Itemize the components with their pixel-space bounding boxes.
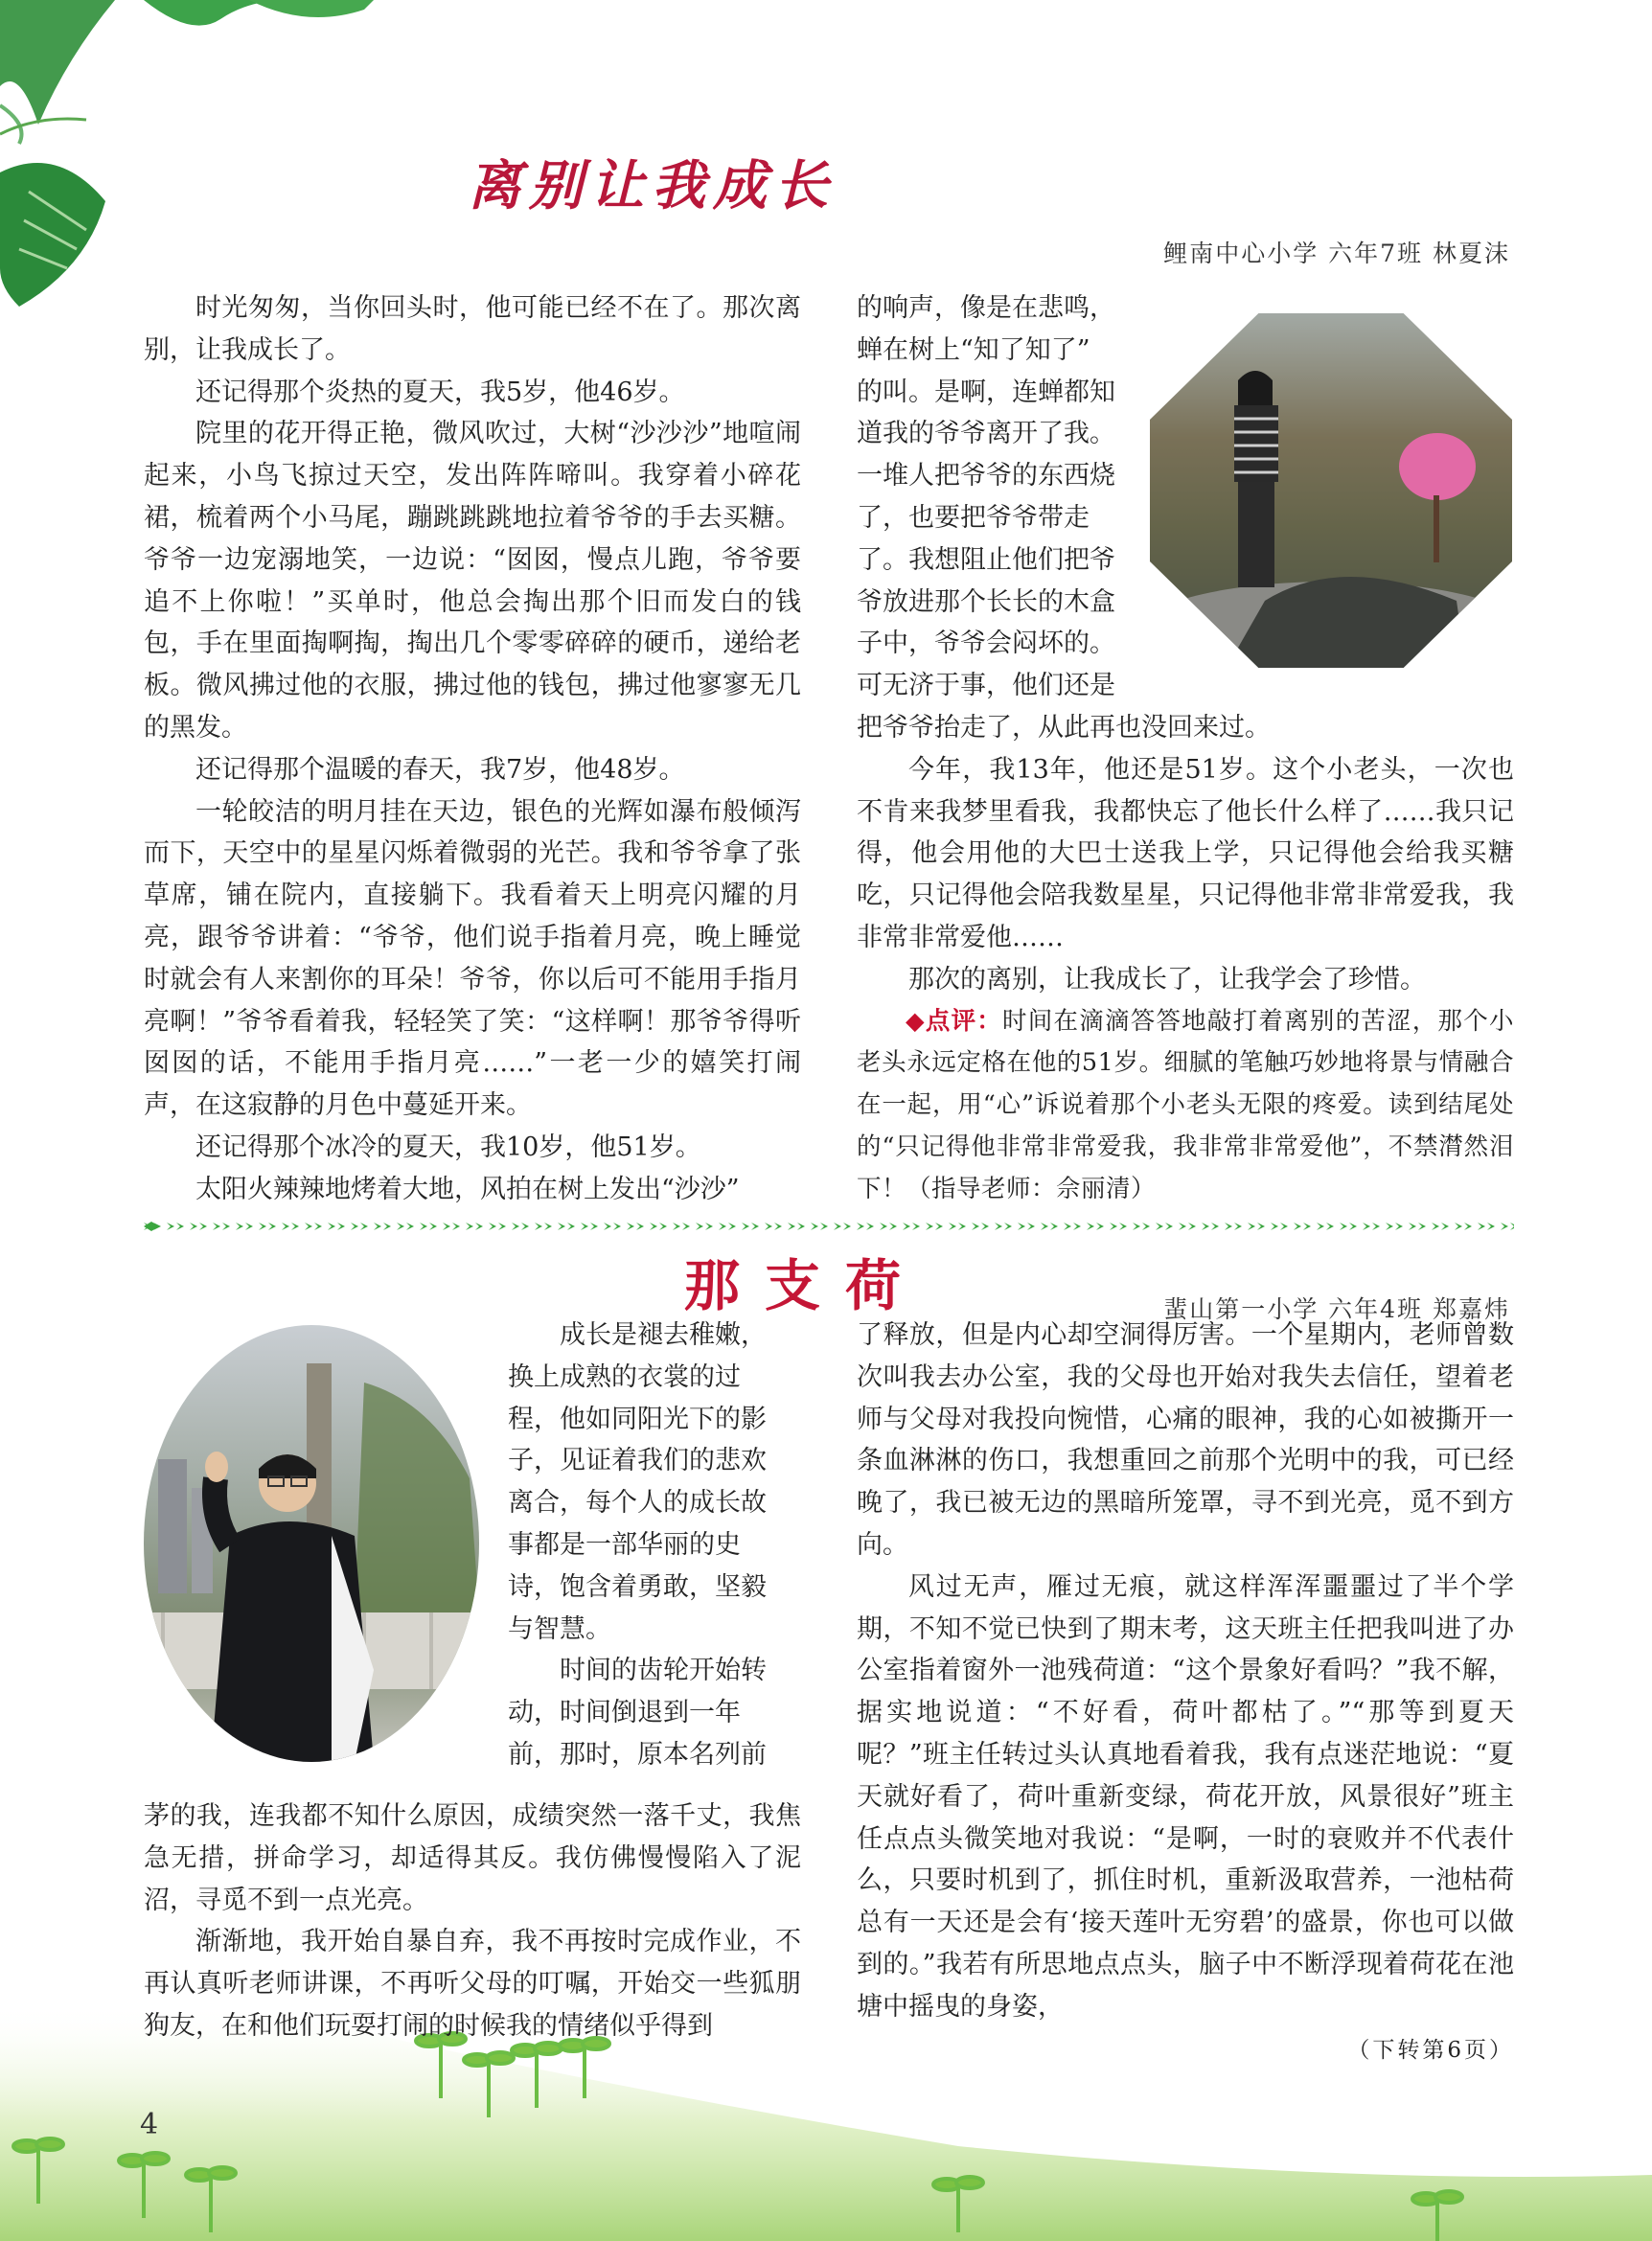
paragraph: 了释放，但是内心却空洞得厉害。一个星期内，老师曾数次叫我去办公室，我的父母也开始对我失去信任，望着老师与父母对我投向惋惜，心痛的眼神，我的心如被撕开一条血淋淋的伤口，我想重回之前那个光明中的我，可已经晚了，我已被无边的黑暗所笼罩，寻不到光亮，觅不到方向。 <box>857 1320 1514 1560</box>
divider-mark <box>374 1223 391 1230</box>
narrow-line: 离合，每个人的成长故 <box>508 1488 767 1519</box>
narrow-line: 动，时间倒退到一年 <box>508 1698 741 1728</box>
narrow-line: 换上成熟的衣裳的过 <box>508 1361 741 1392</box>
narrow-line: 道我的爷爷离开了我。 <box>857 419 1115 449</box>
divider-mark <box>305 1223 322 1230</box>
narrow-line: 蝉在树上“知了知了” <box>857 334 1090 365</box>
paragraph: 还记得那个炎热的夏天，我5岁，他46岁。 <box>195 377 685 407</box>
paragraph: 风过无声，雁过无痕，就这样浑浑噩噩过了半个学期，不知不觉已快到了期末考，这天班主任把我叫进了办公室指着窗外一池残荷道：“这个景象好看吗？”我不解，据实地说道：“不好看，荷叶都枯了。”“那等到夏天呢？”班主任转过头认真地看着我，我有点迷茫地说：“夏天就好看了，荷叶重新变绿，荷花开放，风景很好”班主任点点头微笑地对我说：“是啊，一时的衰败并不代表什么，只要时机到了，抓住时机，重新汲取营养，一池枯荷总有一天还是会有‘接天莲叶无穷碧’的盛景，你也可以做到的。”我若有所思地点点头，脑子中不断浮现着荷花在池塘中摇曳的身姿， <box>857 1571 1514 2022</box>
divider-mark <box>995 1223 1012 1230</box>
divider-mark <box>627 1223 644 1230</box>
divider-mark <box>1501 1223 1514 1230</box>
divider-mark <box>1271 1223 1288 1230</box>
divider-mark <box>236 1223 253 1230</box>
divider-mark <box>926 1223 943 1230</box>
divider-mark <box>1248 1223 1265 1230</box>
divider-mark <box>1133 1223 1150 1230</box>
divider-mark <box>581 1223 598 1230</box>
narrow-line: 可无济于事，他们还是 <box>857 671 1115 701</box>
article1-right-column <box>857 287 1514 1211</box>
divider-mark <box>949 1223 966 1230</box>
divider-mark <box>1478 1223 1495 1230</box>
divider-mark <box>328 1223 345 1230</box>
divider-mark <box>259 1223 276 1230</box>
comment-text: 时间在滴滴答答地敲打着离别的苦涩，那个小老头永远定格在他的51岁。细腻的笔触巧妙地将景与情融合在一起，用“心”诉说着那个小老头无限的疼爱。读到结尾处的“只记得他非常非常爱我，我非常非常爱他”，不禁潸然泪下！（指导老师：佘丽清） <box>857 1006 1514 1203</box>
boy-photo <box>144 1325 479 1762</box>
narrow-line: 成长是褪去稚嫩， <box>560 1320 767 1350</box>
divider-mark <box>466 1223 483 1230</box>
divider-mark <box>1317 1223 1334 1230</box>
teacher-comment <box>857 1001 1514 1211</box>
article2-right-column <box>857 1315 1514 2071</box>
divider-mark <box>1064 1223 1081 1230</box>
paragraph: 渐渐地，我开始自暴自弃，我不再按时完成作业，不再认真听老师讲课，不再听父母的叮嘱，开始交一些狐朋狗友，在和他们玩耍打闹的时候我的情绪似乎得到 <box>144 1927 801 2041</box>
narrow-line: 的叫。是啊，连蝉都知 <box>857 377 1115 407</box>
divider-mark <box>1110 1223 1127 1230</box>
divider-mark <box>167 1223 184 1230</box>
divider-mark <box>1156 1223 1173 1230</box>
narrow-line: 一堆人把爷爷的东西烧 <box>857 461 1115 492</box>
narrow-line: 时间的齿轮开始转 <box>560 1656 767 1686</box>
narrow-line: 子中，爷爷会闷坏的。 <box>857 629 1115 659</box>
narrow-line: 事都是一部华丽的史 <box>508 1529 741 1560</box>
narrow-line: 诗，饱含着勇敢，坚毅 <box>508 1571 767 1602</box>
continued-note: （下转第6页） <box>1347 2037 1514 2063</box>
paragraph: 太阳火辣辣地烤着大地，风拍在树上发出“沙沙” <box>195 1174 740 1204</box>
divider-mark <box>351 1223 368 1230</box>
tropical-leaves-decoration <box>0 0 422 326</box>
boy-photo-illustration <box>144 1325 479 1762</box>
article2-left-narrow-column <box>508 1315 801 1776</box>
divider-mark <box>1041 1223 1058 1230</box>
divider-mark <box>604 1223 621 1230</box>
divider-mark <box>696 1223 713 1230</box>
article1-byline: 鲤南中心小学 六年7班 林夏沫 <box>1163 240 1510 267</box>
continued-note-row <box>857 2028 1514 2072</box>
narrow-line: 前，那时，原本名列前 <box>508 1739 767 1770</box>
divider-mark <box>443 1223 460 1230</box>
divider-mark <box>903 1223 920 1230</box>
divider-mark <box>420 1223 437 1230</box>
divider-mark <box>558 1223 575 1230</box>
paragraph: 那次的离别，让我成长了，让我学会了珍惜。 <box>908 964 1426 995</box>
paragraph: 还记得那个冰冷的夏天，我10岁，他51岁。 <box>195 1132 701 1162</box>
comment-label: ◆点评： <box>906 1006 1003 1036</box>
divider-mark <box>1455 1223 1472 1230</box>
divider-mark <box>397 1223 414 1230</box>
divider-mark <box>1340 1223 1357 1230</box>
paragraph: 还记得那个温暖的春天，我7岁，他48岁。 <box>195 754 685 785</box>
divider-mark <box>535 1223 552 1230</box>
divider-mark <box>1432 1223 1449 1230</box>
divider-mark <box>650 1223 667 1230</box>
divider-mark <box>1179 1223 1196 1230</box>
divider-mark <box>788 1223 805 1230</box>
article2-left-column <box>144 1795 801 2047</box>
divider-mark <box>1087 1223 1104 1230</box>
divider-mark <box>719 1223 736 1230</box>
divider-mark <box>1363 1223 1380 1230</box>
divider-mark <box>1294 1223 1311 1230</box>
divider-mark <box>1018 1223 1035 1230</box>
divider-mark <box>282 1223 299 1230</box>
divider-mark <box>190 1223 207 1230</box>
divider-mark <box>1225 1223 1242 1230</box>
paragraph: 今年，我13年，他还是51岁。这个小老头，一次也不肯来我梦里看我，我都快忘了他长什么样了……我只记得，他会用他的大巴士送我上学，只记得他会给我买糖吃，只记得他会陪我数星星，只记得他非常非常爱我，我非常非常爱他…… <box>857 754 1514 952</box>
narrow-line: 的响声，像是在悲鸣， <box>857 293 1115 323</box>
paragraph: 时光匆匆，当你回头时，他可能已经不在了。那次离别，让我成长了。 <box>144 293 801 365</box>
article2-byline: 蜚山第一小学 六年4班 郑嘉炜 <box>1163 1295 1510 1323</box>
narrow-line: 爷放进那个长长的木盒 <box>857 586 1115 617</box>
article1-left-column <box>144 287 801 1211</box>
divider-mark <box>972 1223 989 1230</box>
narrow-line: 与智慧。 <box>508 1613 611 1644</box>
article1-title: 离别让我成长 <box>468 154 836 217</box>
divider-mark <box>834 1223 851 1230</box>
paragraph: 一轮皎洁的明月挂在天边，银色的光辉如瀑布般倾泻而下，天空中的星星闪烁着微弱的光芒。我和爷爷拿了张草席，铺在院内，直接躺下。我看着天上明亮闪耀的月亮，跟爷爷讲着：“爷爷，他们说手指着月亮，晚上睡觉时就会有人来割你的耳朵！爷爷，你以后可不能用手指月亮啊！”爷爷看着我，轻轻笑了笑：“这样啊！那爷爷得听囡囡的话，不能用手指月亮……”一老一少的嬉笑打闹声，在这寂静的月色中蔓延开来。 <box>144 796 801 1121</box>
full-line: 把爷爷抬走了，从此再也没回来过。 <box>857 712 1271 743</box>
divider-mark <box>857 1223 874 1230</box>
divider-mark <box>1202 1223 1219 1230</box>
narrow-line: 了，也要把爷爷带走 <box>857 502 1090 533</box>
narrow-line: 子，见证着我们的悲欢 <box>508 1446 767 1476</box>
divider-mark <box>213 1223 230 1230</box>
divider-mark <box>489 1223 506 1230</box>
divider-mark <box>512 1223 529 1230</box>
divider-mark <box>1409 1223 1426 1230</box>
paragraph: 茅的我，连我都不知什么原因，成绩突然一落千丈，我焦急无措，拼命学习，却适得其反。我仿佛慢慢陷入了泥沼，寻觅不到一点光亮。 <box>144 1801 801 1915</box>
page-number: 4 <box>140 2108 159 2141</box>
divider-mark <box>742 1223 759 1230</box>
narrow-line: 程，他如同阳光下的影 <box>508 1404 767 1434</box>
paragraph: 院里的花开得正艳，微风吹过，大树“沙沙沙”地喧闹起来，小鸟飞掠过天空，发出阵阵啼叫。我穿着小碎花裙，梳着两个小马尾，蹦跳跳跳地拉着爷爷的手去买糖。爷爷一边宠溺地笑，一边说：“囡囡，慢点儿跑，爷爷要追不上你啦！”买单时，他总会掏出那个旧而发白的钱包，手在里面掏啊掏，掏出几个零零碎碎的硬币，递给老板。微风拂过他的衣服，拂过他的钱包，拂过他寥寥无几的黑发。 <box>144 419 801 743</box>
narrow-line: 了。我想阻止他们把爷 <box>857 544 1115 575</box>
divider-mark <box>765 1223 782 1230</box>
divider-mark <box>673 1223 690 1230</box>
section-divider <box>144 1220 1514 1233</box>
article2-title: 那支荷 <box>683 1253 926 1318</box>
divider-pattern <box>144 1223 1514 1230</box>
divider-mark <box>880 1223 897 1230</box>
divider-mark <box>1386 1223 1403 1230</box>
divider-mark <box>811 1223 828 1230</box>
